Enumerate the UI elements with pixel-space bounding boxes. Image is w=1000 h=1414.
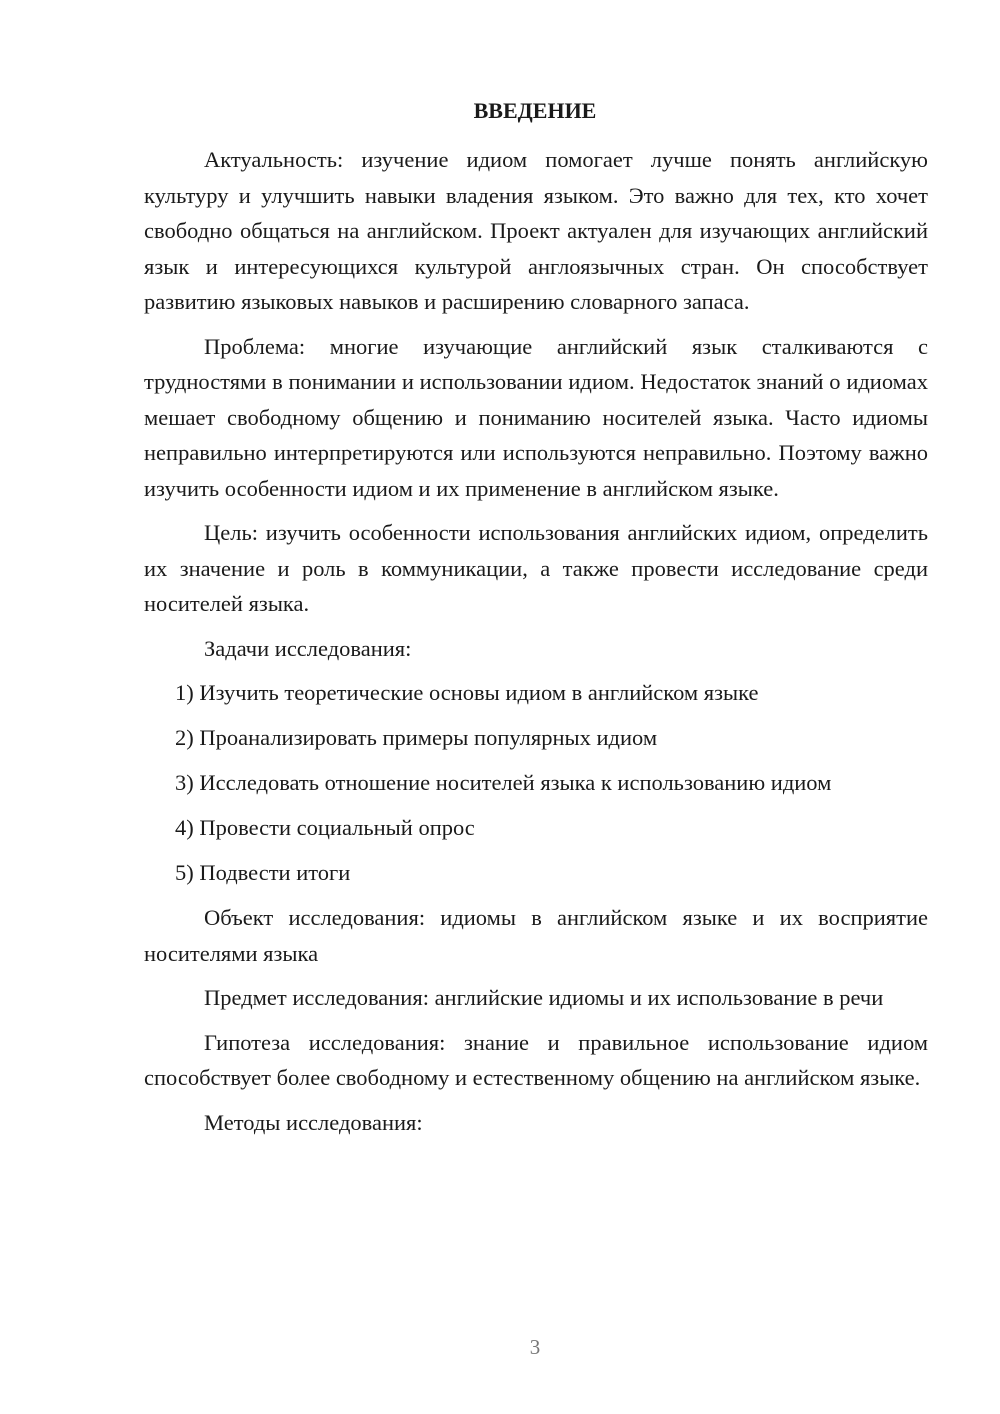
list-item: 3) Исследовать отношение носителей языка к использованию идиом xyxy=(175,770,832,795)
list-item: 4) Провести социальный опрос xyxy=(175,815,475,840)
problem-paragraph: Проблема: многие изучающие английский язык сталкиваются с трудностями в понимании и использовании идиом. Недостаток знаний о идиомах мешает свободному общению и пониманию носителей языка. Часто идиомы неправильно интерпретируются или используются неправильно. Поэтому важно изучить особенности идиом и их применение в английском языке. xyxy=(144,333,928,501)
goal-paragraph: Цель: изучить особенности использования английских идиом, определить их значение и роль в коммуникации, а также провести исследование среди носителей языка. xyxy=(144,520,928,616)
tasks-label: Задачи исследования: xyxy=(204,635,412,661)
hypothesis-paragraph: Гипотеза исследования: знание и правильное использование идиом способствует более свободному и естественному общению на английском языке. xyxy=(144,1029,928,1090)
list-item: 2) Проанализировать примеры популярных идиом xyxy=(175,725,658,750)
methods-label: Методы исследования: xyxy=(204,1109,423,1135)
object-paragraph: Объект исследования: идиомы в английском языке и их восприятие носителями языка xyxy=(144,905,928,966)
subject-paragraph: Предмет исследования: английские идиомы и их использование в речи xyxy=(204,985,884,1010)
list-item: 1) Изучить теоретические основы идиом в английском языке xyxy=(175,680,759,705)
list-item: 5) Подвести итоги xyxy=(175,860,351,885)
section-title: ВВЕДЕНИЕ xyxy=(473,98,597,123)
relevance-paragraph: Актуальность: изучение идиом помогает лучше понять английскую культуру и улучшить навыки владения языком. Это важно для тех, кто хочет свободно общаться на английском. Проект актуален для изучающих английский язык и интересующихся культурой англоязычных стран. Он способствует развитию языковых навыков и расширению словарного запаса. xyxy=(144,147,928,314)
document-body xyxy=(144,142,928,1149)
page-number: 3 xyxy=(529,1335,541,1359)
tasks-list xyxy=(144,675,928,891)
